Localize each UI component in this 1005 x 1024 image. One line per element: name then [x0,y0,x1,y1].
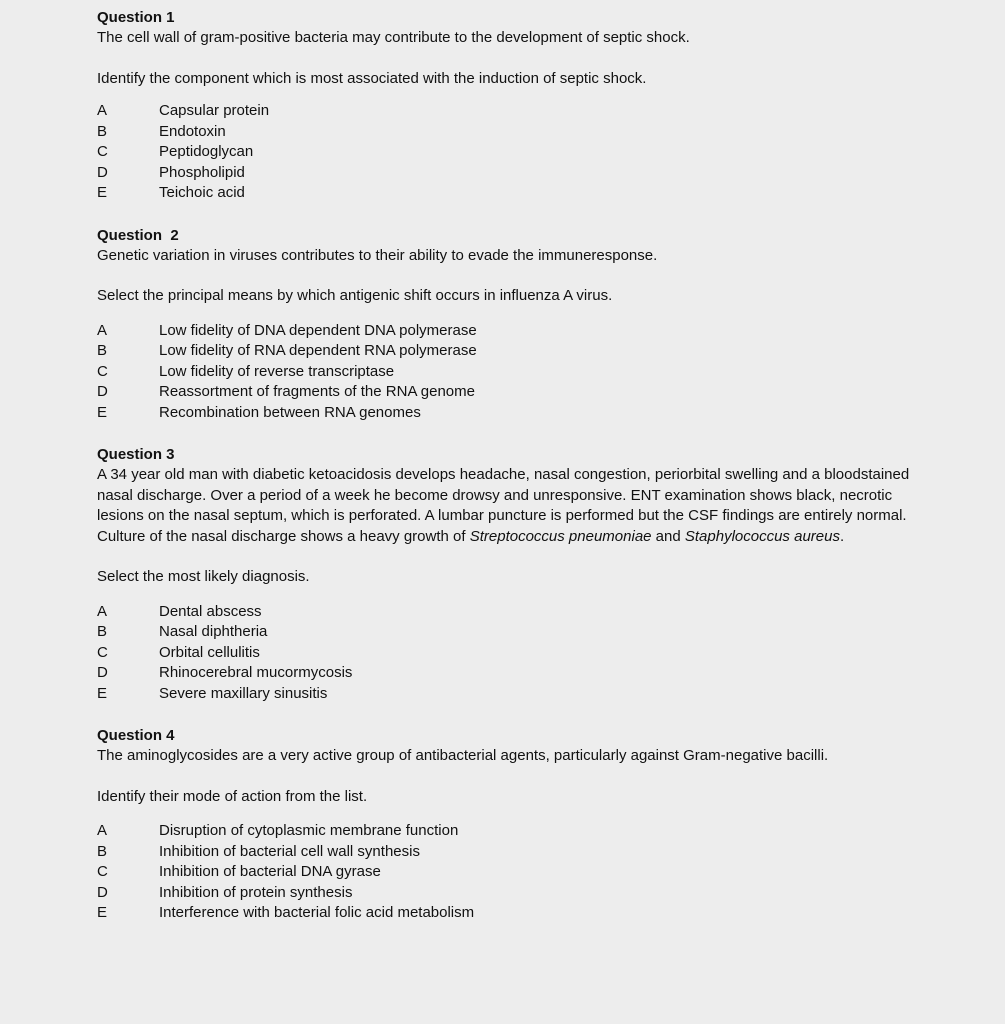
question-2 [97,226,985,424]
option-letter: E [97,904,108,921]
option-letter: E [97,403,108,421]
question-stem: The aminoglycosides are a very active group of antibacterial agents, particularly against Gram-negative bacilli. [97,747,829,764]
option-text: Low fidelity of RNA dependent RNA polymerase [159,342,477,359]
option-letter: B [97,842,108,860]
option-text: Nasal diphtheria [159,623,268,640]
option-letter: E [97,184,108,201]
organism-name: Staphylococcus aureus [684,527,840,545]
answer-option[interactable] [97,101,985,122]
option-text: Inhibition of bacterial DNA gyrase [159,863,381,880]
option-letter: A [97,321,108,339]
option-text: Interference with bacterial folic acid metabolism [159,904,475,921]
option-letter: E [97,684,108,702]
option-letter: A [97,822,108,839]
answer-option[interactable] [97,663,985,684]
option-text: Capsular protein [159,102,270,119]
organism-name: Streptococcus pneumoniae [469,527,652,545]
question-prompt: Identify the component which is most associated with the induction of septic shock. [97,69,647,87]
option-text: Dental abscess [159,602,262,620]
answer-option[interactable] [97,382,985,403]
answer-option[interactable] [97,403,985,424]
question-stem: The cell wall of gram-positive bacteria may contribute to the development of septic shock. [97,29,690,46]
answer-options [97,321,985,424]
question-3 [97,445,985,704]
option-letter: C [97,643,108,661]
option-letter: B [97,122,108,140]
question-prompt: Identify their mode of action from the list. [97,787,368,805]
option-letter: B [97,342,108,359]
question-stem: Genetic variation in viruses contributes to their ability to evade the immuneresponse. [97,246,658,264]
option-letter: B [97,623,108,640]
option-text: Severe maxillary sinusitis [159,684,328,702]
answer-option[interactable] [97,362,985,383]
question-heading: Question 2 [97,226,179,244]
question-heading: Question 4 [97,727,175,744]
answer-option[interactable] [97,903,985,924]
option-letter: C [97,143,108,160]
option-text: Inhibition of bacterial cell wall synthesis [159,842,420,860]
answer-option[interactable] [97,643,985,664]
answer-option[interactable] [97,163,985,184]
stem-conjunction: and [655,527,681,545]
answer-option[interactable] [97,602,985,623]
option-letter: D [97,383,108,400]
option-text: Orbital cellulitis [159,643,260,661]
option-text: Reassortment of fragments of the RNA genome [159,383,475,400]
question-heading: Question 3 [97,446,175,463]
answer-option[interactable] [97,341,985,362]
option-letter: D [97,163,108,181]
question-stem: A 34 year old man with diabetic ketoacidosis develops headache, nasal congestion, periorbital swelling and a bloodstained nasal discharge. Over a period of a week he become drowsy and unresponsive. ENT examination shows black, necrotic lesions on the nasal septum, which is perforated. A lumbar puncture is performed but the CSF findings are entirely normal. Culture of the nasal discharge shows a heavy growth of Streptococcus pneumoniae and Staphylococcus aureus. [97,466,910,545]
option-letter: A [97,602,108,620]
answer-option[interactable] [97,883,985,904]
question-4 [97,726,985,924]
answer-options [97,101,985,204]
question-prompt: Select the principal means by which antigenic shift occurs in influenza A virus. [97,287,613,304]
option-text: Inhibition of protein synthesis [159,883,353,901]
option-text: Low fidelity of reverse transcriptase [159,362,395,380]
answer-options [97,821,985,924]
option-letter: C [97,863,108,880]
option-letter: A [97,102,108,119]
option-text: Endotoxin [159,122,226,140]
question-1 [97,8,985,204]
answer-options [97,602,985,705]
option-text: Teichoic acid [159,184,245,201]
option-letter: C [97,362,108,380]
answer-option[interactable] [97,684,985,705]
option-letter: D [97,883,108,901]
answer-option[interactable] [97,622,985,643]
answer-option[interactable] [97,183,985,204]
answer-option[interactable] [97,321,985,342]
answer-option[interactable] [97,862,985,883]
question-heading: Question 1 [97,9,175,26]
option-letter: D [97,664,108,681]
answer-option[interactable] [97,821,985,842]
answer-option[interactable] [97,842,985,863]
question-prompt: Select the most likely diagnosis. [97,568,310,585]
stem-text: A 34 year old man with diabetic ketoacidosis develops headache, nasal congestion, periorbital swelling and a bloodstained nasal discharge. Over a period of a week he become drowsy and unresponsive. ENT examination shows black, necrotic lesions on the nasal septum, which is perforated. A lumbar puncture is performed but the CSF findings are entirely normal. Culture of the nasal discharge shows a heavy growth of [97,466,910,545]
option-text: Rhinocerebral mucormycosis [159,664,353,681]
option-text: Peptidoglycan [159,143,254,160]
answer-option[interactable] [97,122,985,143]
option-text: Low fidelity of DNA dependent DNA polymerase [159,321,477,339]
option-text: Disruption of cytoplasmic membrane function [159,822,459,839]
answer-option[interactable] [97,142,985,163]
option-text: Recombination between RNA genomes [159,403,421,421]
option-text: Phospholipid [159,163,245,181]
